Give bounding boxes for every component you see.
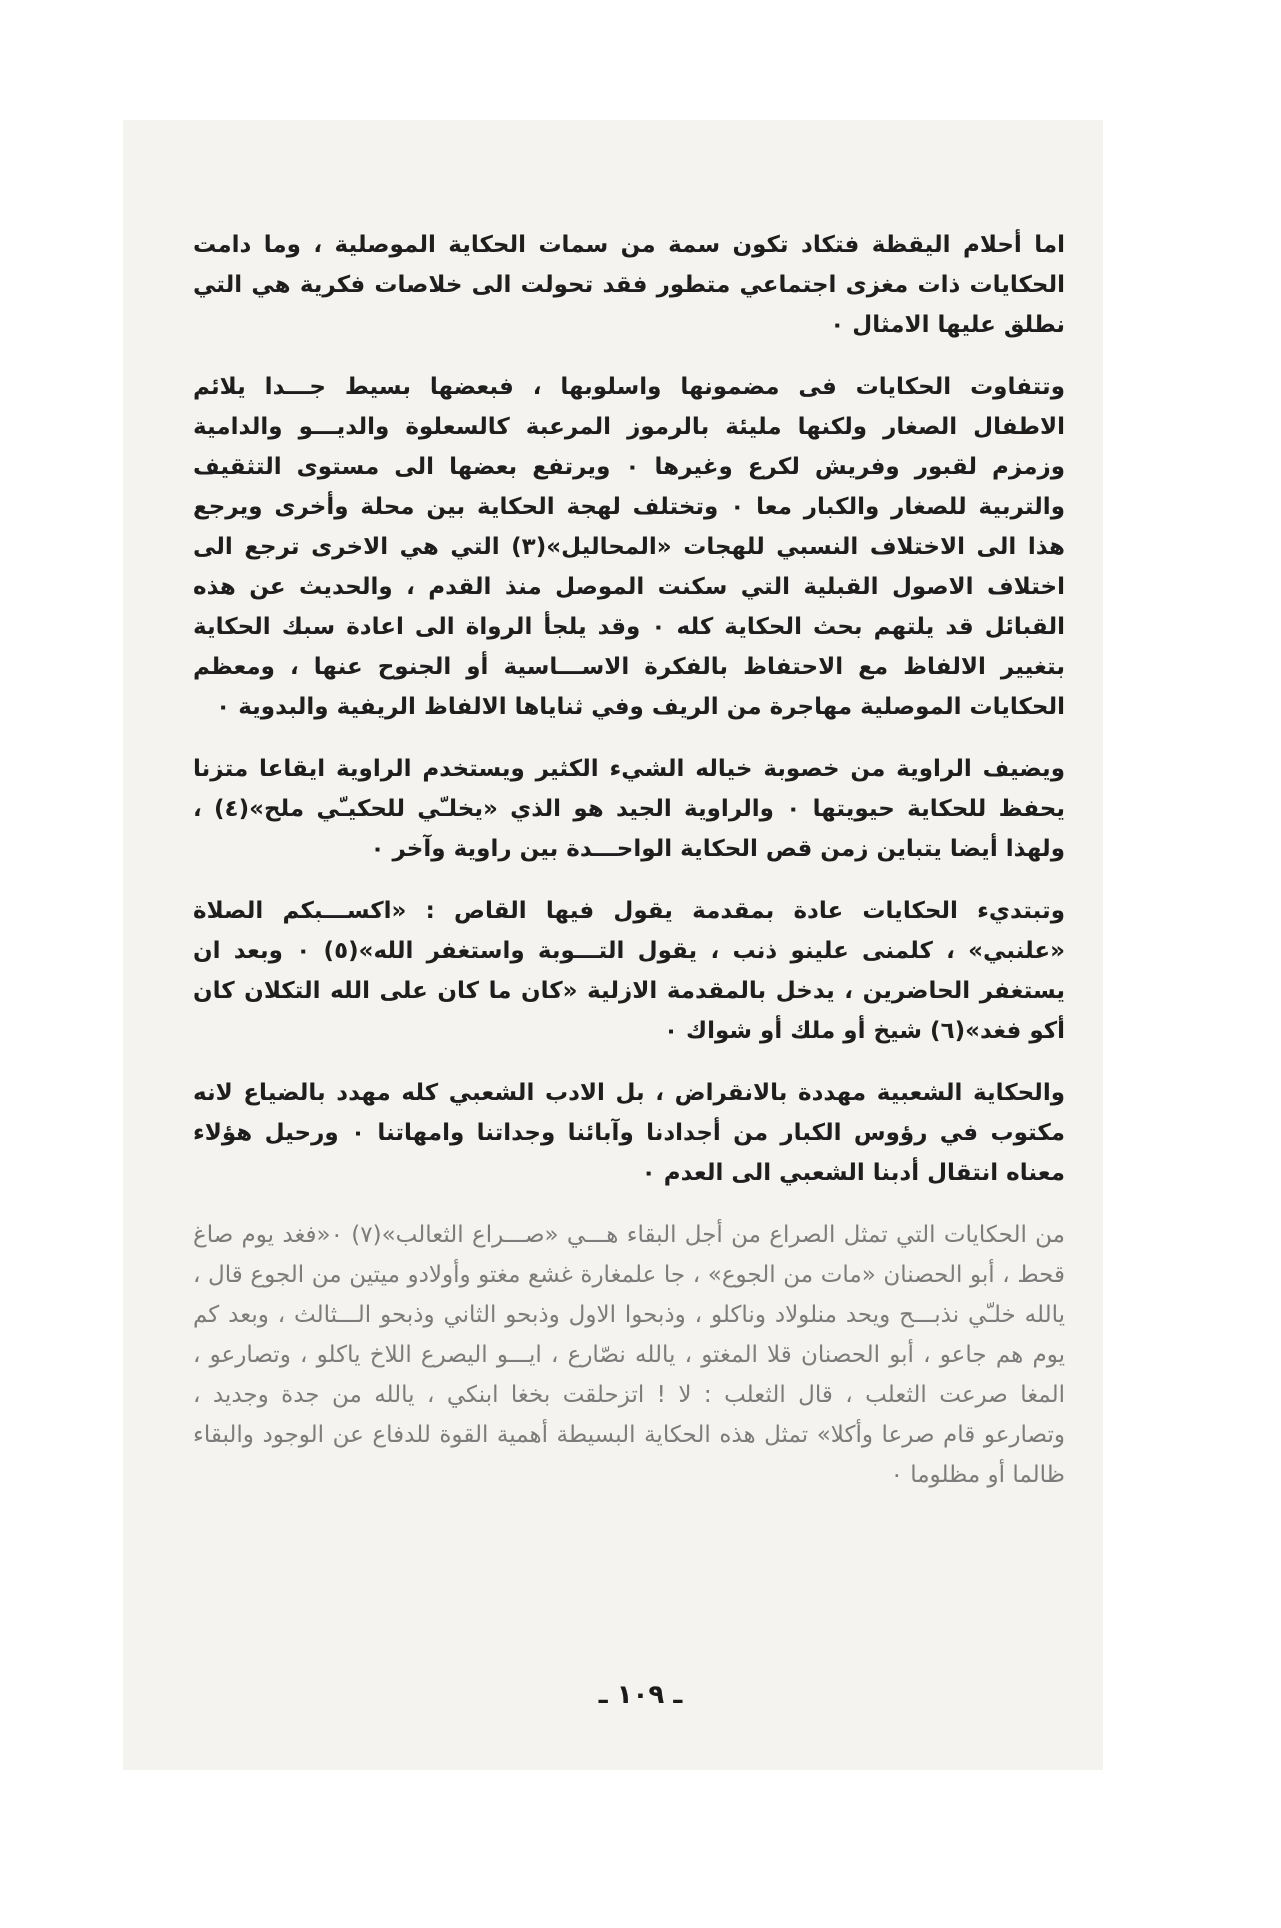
book-text [193,225,1065,1495]
paragraph-tale-variation: وتتفاوت الحكايات فى مضمونها واسلوبها ، فبعضها بسيط جـــدا يلائم الاطفال الصغار ولكنها مليئة بالرموز المرعبة كالسعلوة والديـــو والدامية وزمزم لقبور وفريش لكرع وغيرها ٠ ويرتفع بعضها الى مستوى التثقيف والتربية للصغار والكبار معا ٠ وتختلف لهجة الحكاية بين محلة وأخرى ويرجع هذا الى الاختلاف النسبي للهجات «المحاليل»(٣) التي هي الاخرى ترجع الى اختلاف الاصول القبلية التي سكنت الموصل منذ القدم ، والحديث عن هذه القبائل قد يلتهم بحث الحكاية كله ٠ وقد يلجأ الرواة الى اعادة سبك الحكاية بتغيير الالفاظ مع الاحتفاظ بالفكرة الاســـاسية أو الجنوح عنها ، ومعظم الحكايات الموصلية مهاجرة من الريف وفي ثناياها الالفاظ الريفية والبدوية ٠ [193,374,1065,720]
paragraph-tale-opening: وتبتديء الحكايات عادة بمقدمة يقول فيها القاص : «اكســـبكم الصلاة «علنبي» ، كلمنى علينو ذنب ، يقول التـــوبة واستغفر الله»(٥) ٠ وبعد ان يستغفر الحاضرين ، يدخل بالمقدمة الازلية «كان ما كان على الله التكلان كان أكو فغد»(٦) شيخ أو ملك أو شواك ٠ [193,898,1065,1044]
paragraph-fox-tale: من الحكايات التي تمثل الصراع من أجل البقاء هـــي «صـــراع الثعالب»(٧) ٠«فغد يوم صاغ قحط ، أبو الحصنان «مات من الجوع» ، جا علمغارة غشع مغتو وأولادو ميتين من الجوع قال ، يالله خلـّي نذبـــح ويحد منلولاد وناكلو ، وذبحوا الاول وذبحو الثاني وذبحو الـــثالث ، وبعد كم يوم هم جاعو ، أبو الحصنان قلا المغتو ، يالله نصّارع ، ايـــو اليصرع اللاخ ياكلو ، وتصارعو ، المغا صرعت الثعلب ، قال الثعلب : لا ! اتزحلقت بخغا ابنكي ، يالله من جدة وجديد ، وتصارعو قام صرعا وأكلا» تمثل هذه الحكاية البسيطة أهمية القوة للدفاع عن الوجود والبقاء ظالما أو مظلوما ٠ [193,1222,1065,1488]
paragraph-extinction: والحكاية الشعبية مهددة بالانقراض ، بل الادب الشعبي كله مهدد بالضياع لانه مكتوب في رؤوس الكبار من أجدادنا وآبائنا وجداتنا وامهاتنا ٠ ورحيل هؤلاء معناه انتقال أدبنا الشعبي الى العدم ٠ [193,1080,1065,1186]
page-number: ـ ١٠٩ ـ [598,1680,683,1710]
paragraph-daydreams: اما أحلام اليقظة فتكاد تكون سمة من سمات الحكاية الموصلية ، وما دامت الحكايات ذات مغزى اجتماعي متطور فقد تحولت الى خلاصات فكرية هي التي نطلق عليها الامثال ٠ [193,232,1065,338]
paragraph-narrator: ويضيف الراوية من خصوبة خياله الشيء الكثير ويستخدم الراوية ايقاعا متزنا يحفظ للحكاية حيويتها ٠ والراوية الجيد هو الذي «يخلـّي للحكيـّي ملح»(٤) ، ولهذا أيضا يتباين زمن قص الحكاية الواحـــدة بين راوية وآخر ٠ [193,756,1066,862]
